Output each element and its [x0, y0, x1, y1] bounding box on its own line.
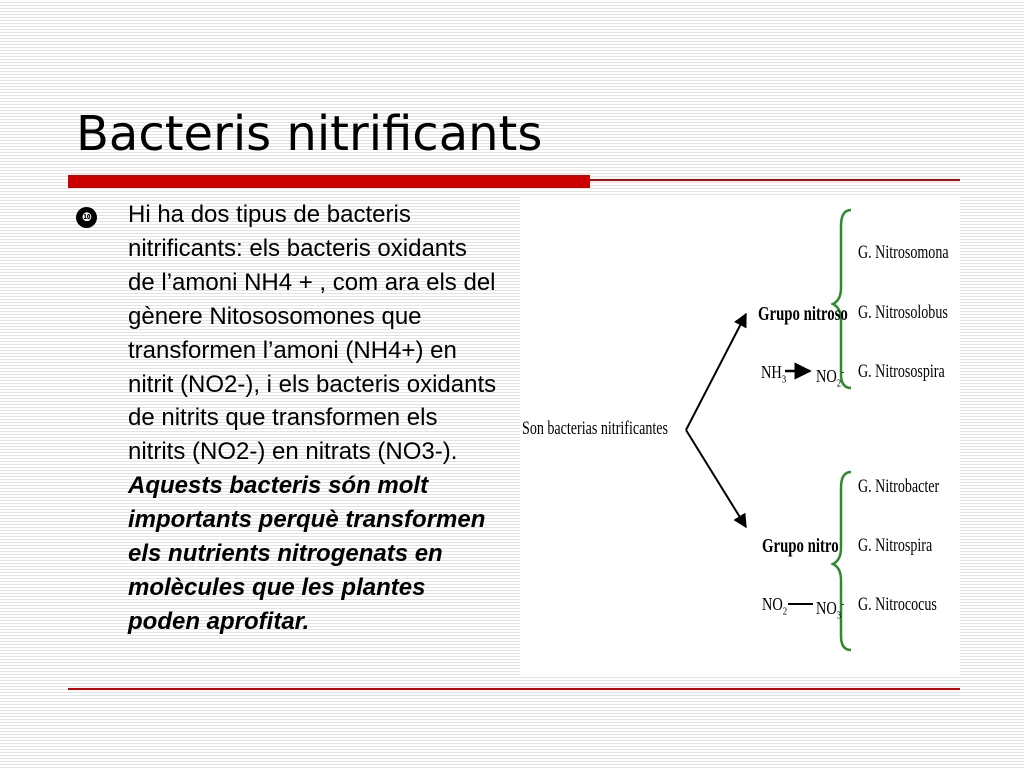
- genus-nitrococus: G. Nitrococus: [858, 594, 937, 615]
- group-nitro-reaction-to: $NO_3^-$: [816, 598, 845, 622]
- genus-nitrobacter: G. Nitrobacter: [858, 476, 940, 497]
- bullet-text-emphasis: Aquests bacteris són molt importants perquè transformen els nutrients nitrogenats en molècules que les plantes poden aprofitar.: [128, 472, 486, 635]
- group-nitroso-reaction-from: $NH_3$: [761, 362, 787, 386]
- bullet-number-icon: ❿: [76, 207, 97, 228]
- bottom-rule: [68, 688, 960, 690]
- slide-title: Bacteris nitrificants: [76, 106, 543, 162]
- nitrifying-bacteria-diagram: [520, 196, 960, 676]
- genus-nitrospira: G. Nitrospira: [858, 535, 933, 556]
- bullet-text-plain: Hi ha dos tipus de bacteris nitrificants: els bacteris oxidants de l’amoni NH4 + , com ara els del gènere Nitososomones que transformen l’amoni (NH4+) en nitrit (NO2-), i els bacteris oxidants de nitrits que transformen els nitrits (NO2-) en nitrats (NO3-).: [128, 201, 497, 466]
- group-nitroso-label: Grupo nitroso: [758, 303, 848, 325]
- genus-nitrosolobus: G. Nitrosolobus: [858, 302, 948, 323]
- group-nitro-reaction-from: $NO_2$: [762, 594, 788, 618]
- title-underline-line: [590, 179, 960, 181]
- group-nitroso-reaction-to: $NO_2^-$: [816, 366, 845, 390]
- group-nitro-label: Grupo nitro: [762, 535, 839, 557]
- bullet-paragraph: [128, 198, 498, 639]
- title-underline-bar: [68, 175, 590, 188]
- genus-nitrosomona: G. Nitrosomona: [858, 242, 949, 263]
- genus-nitrosospira: G. Nitrosospira: [858, 361, 945, 382]
- diagram-root-label: Son bacterias nitrificantes: [522, 418, 669, 439]
